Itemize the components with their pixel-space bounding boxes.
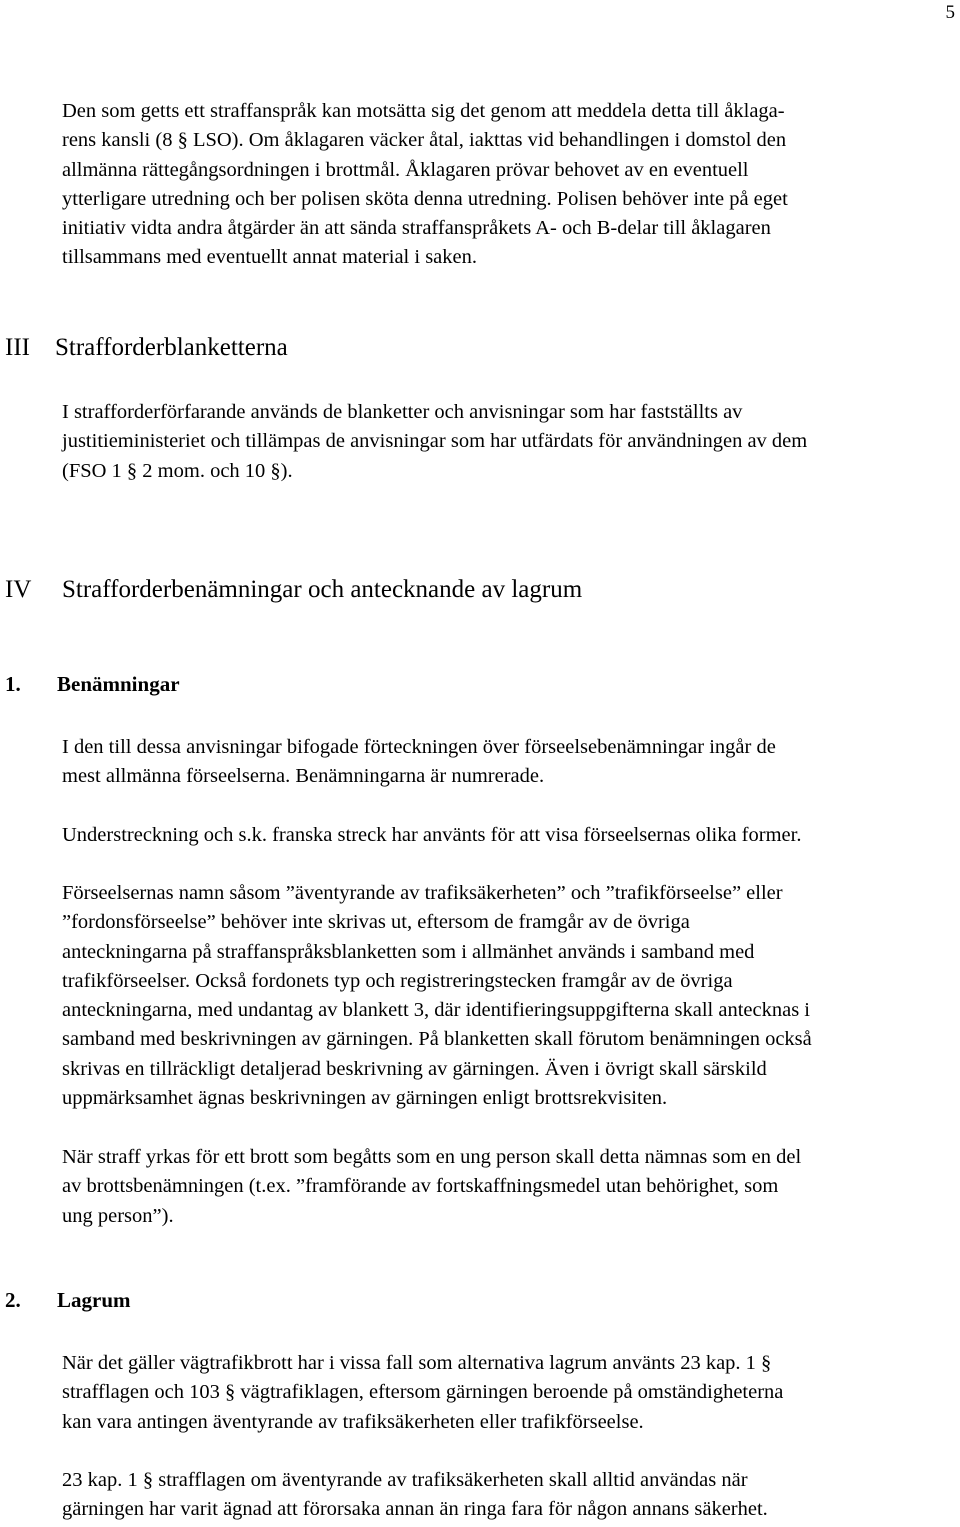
section-iii-number: III <box>5 334 30 361</box>
text-line: Den som getts ett straffanspråk kan motsätta sig det genom att meddela detta till åklaga- <box>62 100 785 122</box>
text-line: Förseelsernas namn såsom ”äventyrande av trafiksäkerheten” och ”trafikförseelse” eller <box>62 882 783 904</box>
text-line: rens kansli (8 § LSO). Om åklagaren väcker åtal, iakttas vid behandlingen i domstol den <box>62 129 787 152</box>
text-line: tillsammans med eventuellt annat material i saken. <box>62 246 477 269</box>
subsection-1-paragraph-3 <box>62 879 958 1113</box>
subsection-1-paragraph-2 <box>62 821 958 850</box>
text-line: I den till dessa anvisningar bifogade förteckningen över förseelsebenämningar ingår de <box>62 736 776 758</box>
subsection-2-paragraph-1 <box>62 1349 958 1437</box>
section-iii-paragraph <box>62 398 958 486</box>
text-line: I strafforderförfarande används de blanketter och anvisningar som har fastställts av <box>62 401 743 423</box>
text-line: av brottsbenämningen (t.ex. ”framförande av fortskaffningsmedel utan behörighet, som <box>62 1175 779 1198</box>
section-iv-number: IV <box>5 576 32 603</box>
text-line: ”fordonsförseelse” behöver inte skrivas ut, eftersom de framgår av de övriga <box>62 911 690 934</box>
text-line: När straff yrkas för ett brott som begåtts som en ung person skall detta nämnas som en del <box>62 1146 802 1168</box>
text-line: anteckningarna, med undantag av blankett 3, där identifieringsuppgifterna skall antecknas i <box>62 999 810 1022</box>
text-line: ung person”). <box>62 1204 174 1227</box>
text-line: justitieministeriet och tillämpas de anvisningar som har utfärdats för användningen av dem <box>62 430 808 453</box>
text-line: uppmärksamhet ägnas beskrivningen av gärningen enligt brottsrekvisiten. <box>62 1087 668 1110</box>
text-line: ytterligare utredning och ber polisen sköta denna utredning. Polisen behöver inte på eget <box>62 187 788 210</box>
text-line: initiativ vidta andra åtgärder än att sända straffanspråkets A- och B-delar till åklagaren <box>62 217 771 240</box>
subsection-1-number: 1. <box>5 672 21 696</box>
text-line: kan vara antingen äventyrande av trafiksäkerheten eller trafikförseelse. <box>62 1410 644 1433</box>
intro-paragraph <box>62 97 958 273</box>
text-line: När det gäller vägtrafikbrott har i vissa fall som alternativa lagrum använts 23 kap. 1 § <box>62 1352 772 1374</box>
text-line: 23 kap. 1 § strafflagen om äventyrande av trafiksäkerheten skall alltid användas när <box>62 1469 748 1491</box>
subsection-1-paragraph-1 <box>62 733 958 792</box>
text-line: gärningen har varit ägnad att förorsaka annan än ringa fara för någon annans säkerhet. <box>62 1498 768 1521</box>
subsection-1-paragraph-4 <box>62 1143 958 1231</box>
subsection-2-title: Lagrum <box>57 1288 131 1312</box>
page-number: 5 <box>945 2 955 23</box>
subsection-2-paragraph-2 <box>62 1466 958 1525</box>
text-line: skrivas en tillräckligt detaljerad beskrivning av gärningen. Även i övrigt skall särskild <box>62 1057 767 1080</box>
text-line: mest allmänna förseelserna. Benämningarna är numrerade. <box>62 765 545 788</box>
text-line: strafflagen och 103 § vägtrafiklagen, eftersom gärningen beroende på omständigheterna <box>62 1381 784 1404</box>
text-line: Understreckning och s.k. franska streck har använts för att visa förseelsernas olika former. <box>62 824 802 846</box>
text-line: samband med beskrivningen av gärningen. På blanketten skall förutom benämningen också <box>62 1028 812 1051</box>
text-line: anteckningarna på straffanspråksblanketten som i allmänhet används i samband med <box>62 940 755 963</box>
section-iii-title: Strafforderblanketterna <box>55 334 288 361</box>
text-line: allmänna rättegångsordningen i brottmål. Åklagaren prövar behovet av en eventuell <box>62 158 749 181</box>
text-line: trafikförseelser. Också fordonets typ och registreringstecken framgår av de övriga <box>62 969 733 992</box>
subsection-2-number: 2. <box>5 1288 21 1312</box>
subsection-1-title: Benämningar <box>57 672 180 696</box>
text-line: (FSO 1 § 2 mom. och 10 §). <box>62 459 293 482</box>
section-iv-title: Strafforderbenämningar och antecknande av lagrum <box>62 576 583 603</box>
